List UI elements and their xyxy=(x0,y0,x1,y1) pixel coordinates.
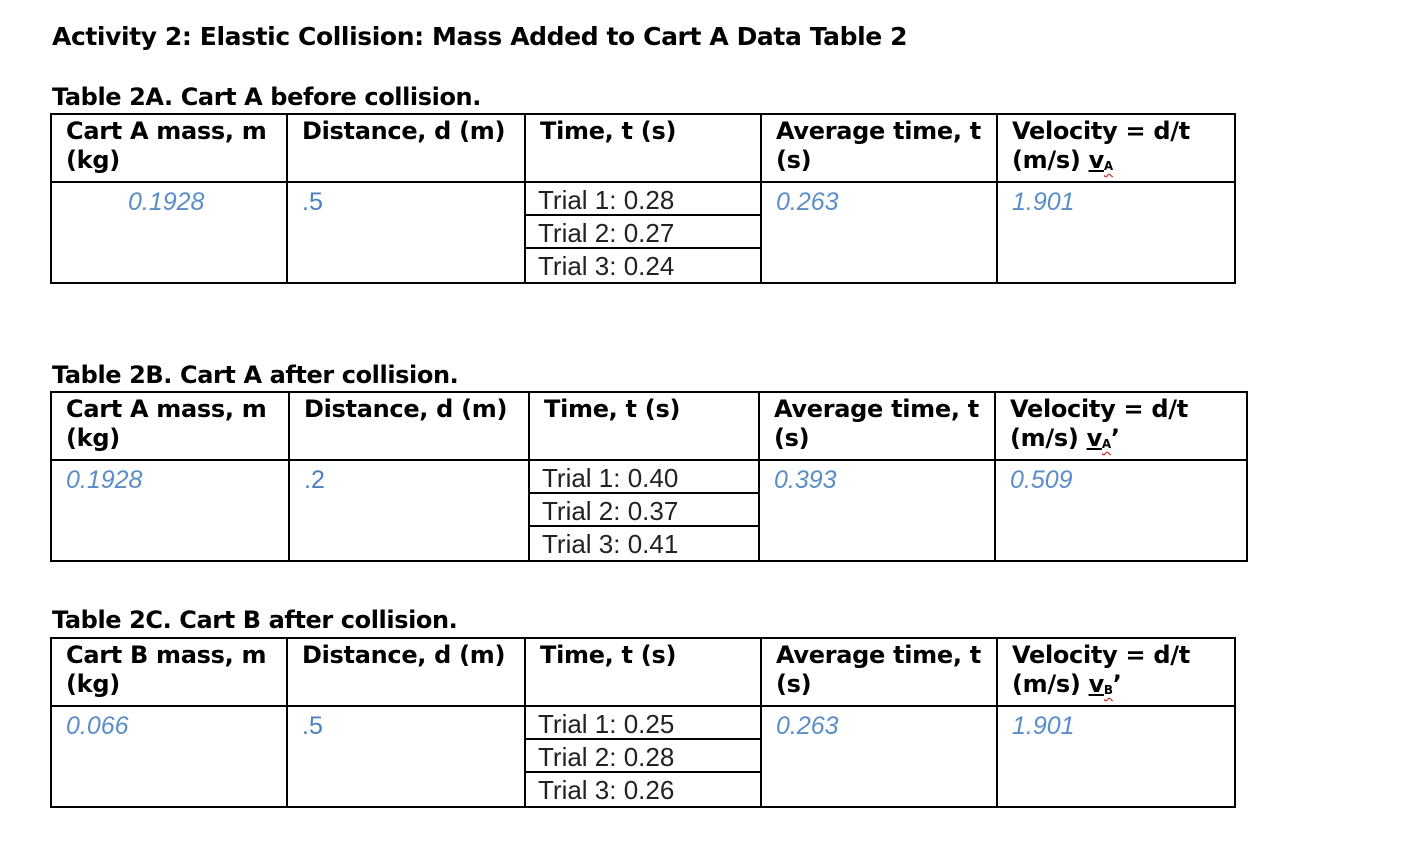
header-velocity xyxy=(997,638,1235,706)
distance-value: .2 xyxy=(289,460,529,561)
header-velocity xyxy=(997,114,1235,182)
table-2a-caption: Table 2A. Cart A before collision. xyxy=(52,83,481,111)
mass-value: 0.1928 xyxy=(51,182,287,283)
header-velocity xyxy=(995,392,1247,460)
table-row xyxy=(51,182,1235,283)
velocity-symbol: v xyxy=(1088,670,1104,698)
trial-2: Trial 2: 0.37 xyxy=(530,494,758,527)
velocity-label: Velocity = d/t (m/s) xyxy=(1010,395,1188,452)
distance-value: .5 xyxy=(287,706,525,807)
velocity-value: 1.901 xyxy=(997,182,1235,283)
header-time: Time, t (s) xyxy=(525,114,761,182)
velocity-subscript: A xyxy=(1101,437,1111,451)
header-time: Time, t (s) xyxy=(525,638,761,706)
header-distance: Distance, d (m) xyxy=(289,392,529,460)
table-2b xyxy=(50,391,1248,562)
header-mass: Cart A mass, m (kg) xyxy=(51,114,287,182)
velocity-value: 1.901 xyxy=(997,706,1235,807)
trial-1: Trial 1: 0.28 xyxy=(526,183,760,216)
trial-3: Trial 3: 0.41 xyxy=(542,529,679,559)
average-time-value: 0.263 xyxy=(761,706,997,807)
table-2c-caption: Table 2C. Cart B after collision. xyxy=(52,606,458,634)
velocity-subscript: A xyxy=(1103,159,1113,173)
trials-cell xyxy=(525,706,761,807)
trial-2: Trial 2: 0.27 xyxy=(526,216,760,249)
table-row xyxy=(51,460,1247,561)
velocity-label: Velocity = d/t (m/s) xyxy=(1012,641,1190,698)
trial-2: Trial 2: 0.28 xyxy=(526,740,760,773)
table-row xyxy=(51,706,1235,807)
average-time-value: 0.263 xyxy=(761,182,997,283)
velocity-label: Velocity = d/t (m/s) xyxy=(1012,117,1190,174)
header-mass: Cart B mass, m (kg) xyxy=(51,638,287,706)
velocity-symbol: v xyxy=(1088,146,1104,174)
header-distance: Distance, d (m) xyxy=(287,114,525,182)
average-time-value: 0.393 xyxy=(759,460,995,561)
header-average-time: Average time, t (s) xyxy=(761,638,997,706)
trial-1: Trial 1: 0.40 xyxy=(530,461,758,494)
distance-value: .5 xyxy=(287,182,525,283)
table-2c xyxy=(50,637,1236,808)
table-header-row xyxy=(51,114,1235,182)
table-2b-caption: Table 2B. Cart A after collision. xyxy=(52,361,459,389)
mass-value: 0.1928 xyxy=(51,460,289,561)
velocity-prime: ’ xyxy=(1110,424,1120,452)
page-title: Activity 2: Elastic Collision: Mass Added to Cart A Data Table 2 xyxy=(52,22,908,51)
header-average-time: Average time, t (s) xyxy=(761,114,997,182)
header-mass: Cart A mass, m (kg) xyxy=(51,392,289,460)
table-header-row xyxy=(51,638,1235,706)
trial-1: Trial 1: 0.25 xyxy=(526,707,760,740)
velocity-value: 0.509 xyxy=(995,460,1247,561)
velocity-prime: ’ xyxy=(1112,670,1122,698)
table-2a xyxy=(50,113,1236,284)
table-header-row xyxy=(51,392,1247,460)
trial-3: Trial 3: 0.26 xyxy=(538,775,675,805)
trial-3: Trial 3: 0.24 xyxy=(538,251,675,281)
mass-value: 0.066 xyxy=(51,706,287,807)
trials-cell xyxy=(529,460,759,561)
header-average-time: Average time, t (s) xyxy=(759,392,995,460)
velocity-subscript: B xyxy=(1103,683,1113,697)
header-time: Time, t (s) xyxy=(529,392,759,460)
header-distance: Distance, d (m) xyxy=(287,638,525,706)
trials-cell xyxy=(525,182,761,283)
velocity-symbol: v xyxy=(1086,424,1102,452)
